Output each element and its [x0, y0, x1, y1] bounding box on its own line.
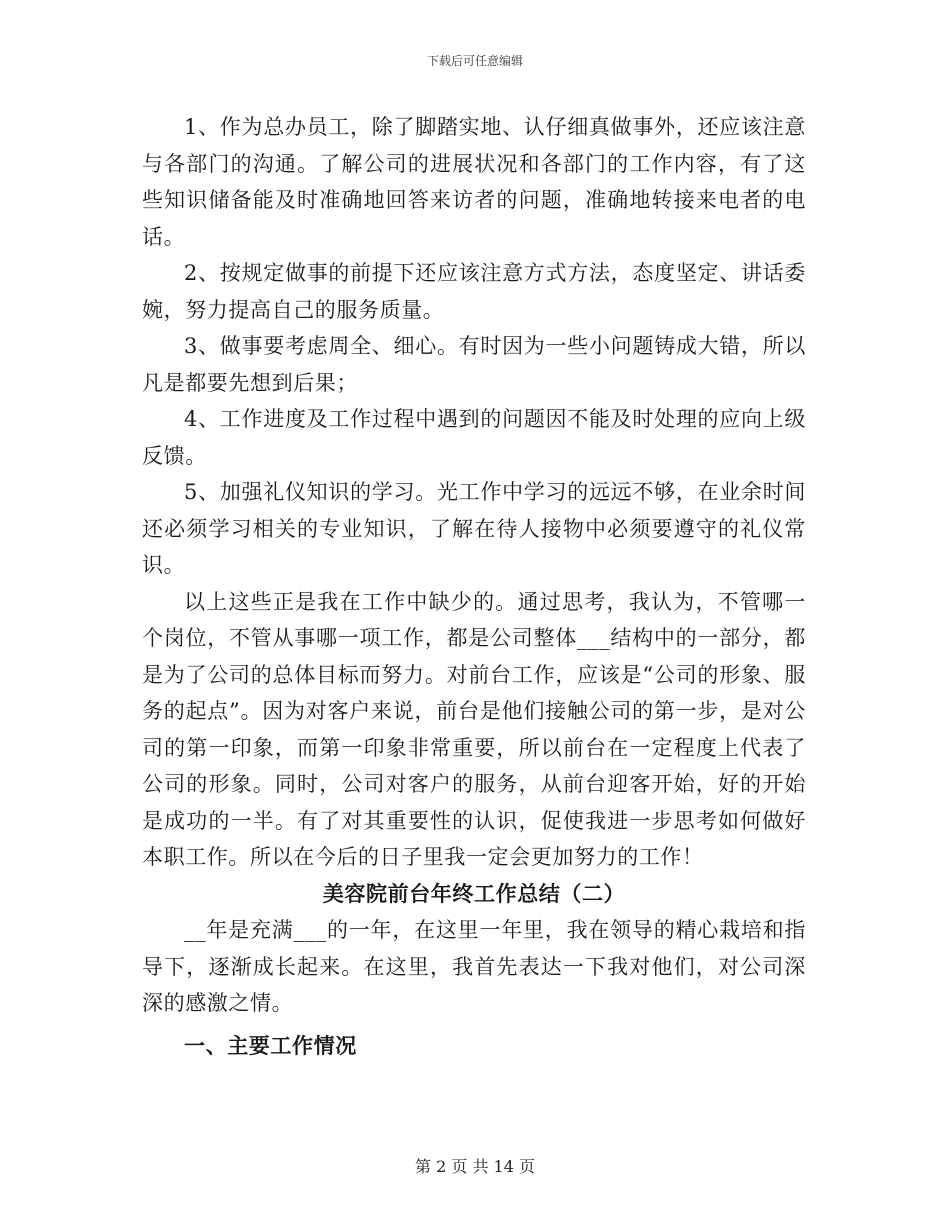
page-header: 下载后可任意编辑 — [426, 54, 523, 68]
section-heading: 一、主要工作情况 — [184, 1032, 357, 1058]
document-body — [142, 109, 806, 1064]
section-title: 美容院前台年终工作总结（二） — [322, 880, 626, 906]
paragraph-item-4: 4、工作进度及工作过程中遇到的问题因不能及时处理的应向上级反馈。 — [142, 407, 806, 468]
paragraph-item-5: 5、加强礼仪知识的学习。光工作中学习的远远不够，在业余时间还必须学习相关的专业知识，了解在待人接物中必须要遵守的礼仪常识。 — [142, 480, 806, 577]
intro-paragraph: __年是充满___的一年，在这里一年里，我在领导的精心栽培和指导下，逐渐成长起来。在这里，我首先表达一下我对他们，对公司深深的感激之情。 — [142, 918, 806, 1015]
paragraph-item-2: 2、按规定做事的前提下还应该注意方式方法，态度坚定、讲话委婉，努力提高自己的服务质量。 — [142, 261, 806, 322]
paragraph-item-1: 1、作为总办员工，除了脚踏实地、认仔细真做事外，还应该注意与各部门的沟通。了解公司的进展状况和各部门的工作内容，有了这些知识储备能及时准确地回答来访者的问题，准确地转接来电者的电话。 — [142, 115, 806, 249]
paragraph-item-3: 3、做事要考虑周全、细心。有时因为一些小问题铸成大错，所以凡是都要先想到后果； — [142, 334, 806, 395]
paragraph-reflection: 以上这些正是我在工作中缺少的。通过思考，我认为，不管哪一个岗位，不管从事哪一项工作，都是公司整体___结构中的一部分，都是为了公司的总体目标而努力。对前台工作，应该是“公司的形象、服务的起点”。因为对客户来说，前台是他们接触公司的第一步，是对公司的第一印象，而第一印象非常重要，所以前台在一定程度上代表了公司的形象。同时，公司对客户的服务，从前台迎客开始，好的开始是成功的一半。有了对其重要性的认识，促使我进一步思考如何做好本职工作。所以在今后的日子里我一定会更加努力的工作！ — [142, 589, 806, 869]
page-footer: 第 2 页 共 14 页 — [415, 1157, 535, 1176]
